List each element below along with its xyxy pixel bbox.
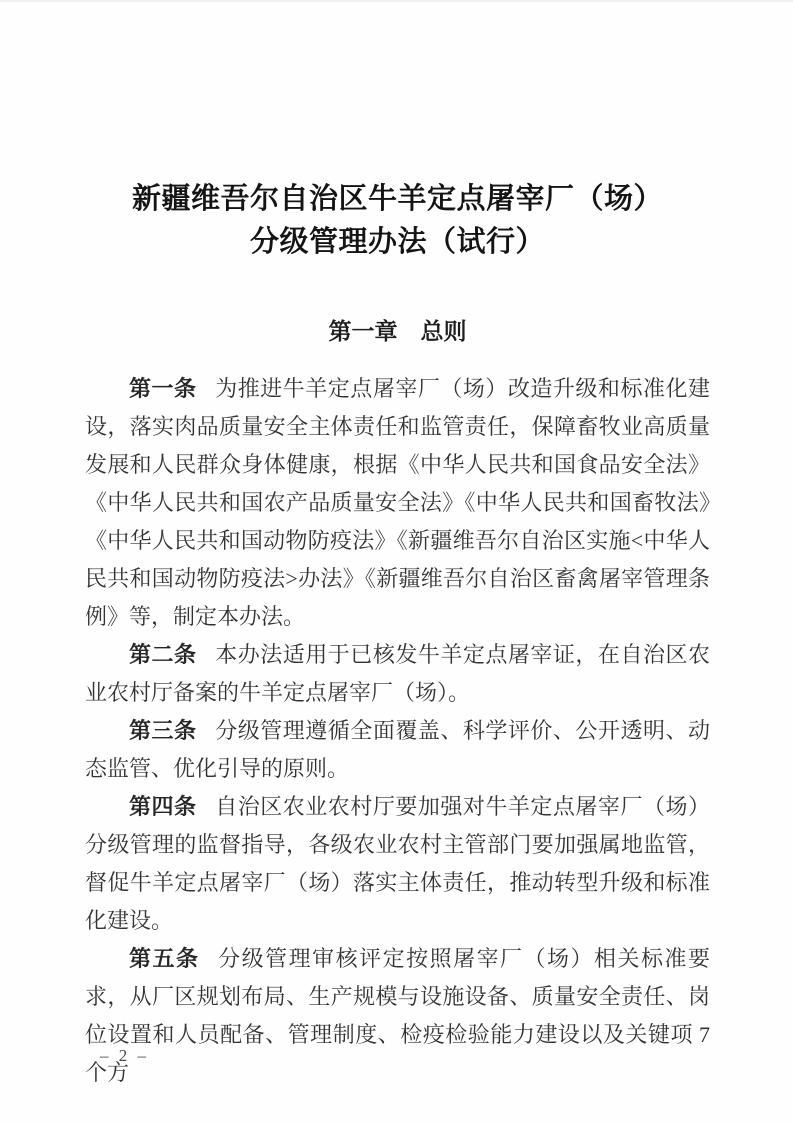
article-paragraph — [85, 788, 710, 940]
document-body — [85, 370, 710, 1092]
article-number: 第五条 — [129, 946, 200, 971]
document-title-line-2: 分级管理办法（试行） — [249, 226, 545, 258]
article-text: 分级管理审核评定按照屠宰厂（场）相关标准要求，从厂区规划布局、生产规模与设施设备、质量安全责任、岗位设置和人员配备、管理制度、检疫检验能力建设以及关键项 7 个方 — [85, 946, 710, 1085]
article-paragraph — [85, 712, 710, 788]
page-number: – 2 – — [100, 1046, 149, 1065]
article-paragraph — [85, 370, 710, 636]
article-number: 第一条 — [129, 376, 197, 401]
article-paragraph — [85, 940, 710, 1092]
document-title — [85, 178, 710, 264]
article-text: 为推进牛羊定点屠宰厂（场）改造升级和标准化建设，落实肉品质量安全主体责任和监管责任，保障畜牧业高质量发展和人民群众身体健康，根据《中华人民共和国食品安全法》《中华人民共和国农产品质量安全法》《中华人民共和国畜牧法》《中华人民共和国动物防疫法》《新疆维吾尔自治区实施<中华人民共和国动物防疫法>办法》《新疆维吾尔自治区畜禽屠宰管理条例》等，制定本办法。 — [85, 376, 710, 629]
article-number: 第二条 — [129, 642, 197, 667]
document-title-line-1: 新疆维吾尔自治区牛羊定点屠宰厂（场） — [131, 183, 663, 215]
article-text: 分级管理遵循全面覆盖、科学评价、公开透明、动态监管、优化引导的原则。 — [85, 718, 710, 781]
page-content — [85, 0, 710, 1092]
article-paragraph — [85, 636, 710, 712]
article-text: 本办法适用于已核发牛羊定点屠宰证，在自治区农业农村厅备案的牛羊定点屠宰厂（场）。 — [85, 642, 710, 705]
article-text: 自治区农业农村厅要加强对牛羊定点屠宰厂（场）分级管理的监督指导，各级农业农村主管部门要加强属地监管，督促牛羊定点屠宰厂（场）落实主体责任，推动转型升级和标准化建设。 — [85, 794, 710, 933]
chapter-heading: 第一章 总则 — [328, 319, 467, 344]
article-number: 第四条 — [129, 794, 197, 819]
article-number: 第三条 — [129, 718, 197, 743]
